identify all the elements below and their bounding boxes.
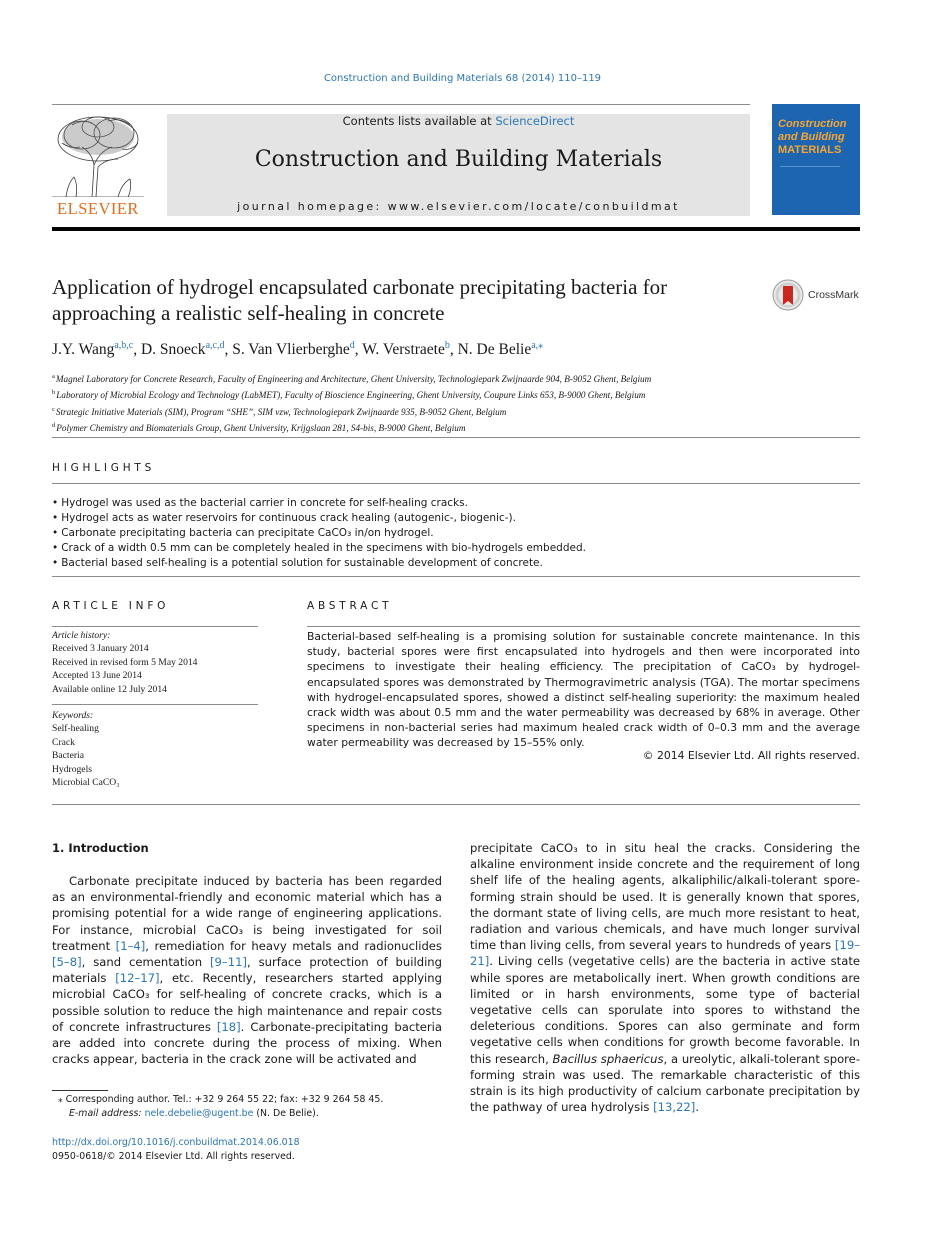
doi-block	[52, 1136, 300, 1164]
article-info-heading: ARTICLE INFO	[52, 600, 170, 612]
divider	[307, 626, 860, 627]
cover-title-line2: and Building	[778, 131, 845, 143]
keyword: Self-healing	[52, 723, 99, 735]
body-text: precipitate CaCO₃ to in situ heal the cracks. Considering the alkaline environment inside concrete and the requirement of long shelf life of the healing agents, alkaliphilic/alkali-tolerant spore-forming strain should be used. It is generally known that spores, the dormant state of living cells, are much more resistant to heat, radiation and various chemicals, and have much longer survival time than living cells, from several years to hundreds of years	[470, 841, 860, 953]
history-item: Received 3 January 2014	[52, 643, 149, 655]
header-rule	[52, 104, 750, 105]
cover-title-line3: MATERIALS	[778, 144, 842, 156]
article-title: Application of hydrogel encapsulated carbonate precipitating bacteria for approaching a realistic self-healing in concrete	[52, 275, 668, 325]
abstract-text: Bacterial-based self-healing is a promising solution for sustainable concrete maintenance. In this study, bacterial spores were first encapsulated into hydrogels and then were incorporated into specimens to investigate their healing efficiency. The precipitation of CaCO₃ by hydrogel-encapsulated spores was demonstrated by Thermogravimetric analysis (TGA). The mortar specimens with hydrogel-encapsulated spores, showed a distinct self-healing superiority: the maximum healed crack width was about 0.5 mm and the water permeability was decreased by 68% in average. Other specimens in non-bacterial series had maximum healed crack width of 0–0.3 mm and the average water permeability was decreased by 15–55% only.	[307, 630, 860, 750]
history-item: Accepted 13 June 2014	[52, 670, 142, 682]
citation-link[interactable]: [13,22]	[653, 1100, 696, 1115]
body-text: Carbonate precipitate induced by bacteria has been regarded as an environmental-friendly and economic material which has a promising potential for a wide range of engineering applications. For instance, microbial CaCO₃ is being investigated for soil treatment	[52, 874, 442, 953]
abstract-copyright: © 2014 Elsevier Ltd. All rights reserved.	[642, 749, 860, 762]
divider	[52, 576, 860, 577]
author: J.Y. Wang$^{a,b,c}$,	[52, 340, 141, 358]
highlights-list	[52, 496, 872, 571]
body-text: , sand cementation	[81, 955, 211, 970]
body-column-left	[52, 873, 442, 1067]
journal-homepage	[167, 200, 750, 213]
homepage-url[interactable]: www.elsevier.com/locate/conbuildmat	[387, 200, 680, 213]
citation-link[interactable]: [18]	[216, 1019, 241, 1034]
divider	[52, 483, 860, 484]
body-text: . Living cells (vegetative cells) are the bacteria in active state while spores are metabolically inert. When growth conditions are limited or in harsh environments, some type of bacterial vegetative cells can sporulate into spores to withstand the deleterious conditions. Spores can also germinate and form vegetative cells when conditions for growth become favorable. In this research,	[470, 954, 860, 1066]
divider	[52, 704, 258, 705]
history-item: Available online 12 July 2014	[52, 683, 167, 695]
affiliation-item: $^b$Laboratory of Microbial Ecology and Technology (LabMET), Faculty of Bioscience Engineering, Ghent University, Coupure Links 653, B-9000 Ghent, Belgium	[52, 389, 646, 401]
body-text: , remediation for heavy metals and radionuclides	[145, 938, 442, 953]
affiliations	[52, 370, 852, 436]
body-text: .	[695, 1100, 700, 1115]
author: S. Van Vlierberghe$^d$,	[232, 340, 363, 358]
abstract-heading: ABSTRACT	[307, 600, 393, 612]
article-info	[52, 629, 262, 789]
keyword: Bacteria	[52, 750, 84, 762]
author-list	[52, 340, 543, 359]
corresponding-author-note: ⁎ Corresponding author. Tel.: +32 9 264 55 22; fax: +32 9 264 58 45.	[58, 1094, 384, 1105]
citation-link[interactable]: [19–21]	[470, 938, 860, 969]
doi-link[interactable]: http://dx.doi.org/10.1016/j.conbuildmat.2014.06.018	[52, 1137, 300, 1148]
journal-cover-image	[772, 104, 860, 215]
highlight-item: • Carbonate precipitating bacteria can precipitate CaCO₃ in/on hydrogel.	[52, 526, 872, 541]
highlight-item: • Hydrogel was used as the bacterial carrier in concrete for self-healing cracks.	[52, 496, 872, 511]
header-thick-rule	[52, 227, 860, 231]
body-column-right	[470, 840, 860, 1115]
publisher-name: ELSEVIER	[57, 199, 139, 218]
keyword: Microbial CaCO₃	[52, 777, 120, 789]
highlights-heading: HIGHLIGHTS	[52, 462, 156, 474]
history-label: Article history:	[52, 630, 111, 641]
citation-link[interactable]: [9–11]	[210, 955, 247, 970]
keywords-label: Keywords:	[52, 710, 94, 722]
elsevier-tree-logo	[52, 113, 144, 197]
author: W. Verstraete$^b$,	[362, 340, 458, 358]
crossmark-badge[interactable]	[772, 279, 862, 311]
journal-citation[interactable]: Construction and Building Materials 68 (2014) 110–119	[323, 73, 602, 84]
footnote-rule	[52, 1090, 108, 1091]
journal-title: Construction and Building Materials	[254, 147, 663, 172]
cover-title-line1: Construction	[778, 118, 847, 130]
issn-line: 0950-0618/© 2014 Elsevier Ltd. All rights reserved.	[52, 1151, 295, 1162]
affiliation-item: $^a$Magnel Laboratory for Concrete Research, Faculty of Engineering and Architecture, Ghent University, Technologiepark Zwijnaarde 904, B-9052 Ghent, Belgium	[52, 373, 652, 384]
keyword: Crack	[52, 736, 75, 748]
citation-link[interactable]: [12–17]	[115, 971, 160, 986]
crossmark-label: CrossMark	[808, 289, 859, 301]
divider	[52, 437, 860, 438]
author: N. De Belie$^{a,⁎}$	[457, 340, 544, 358]
sciencedirect-link[interactable]: ScienceDirect	[495, 114, 575, 128]
email-note: E-mail address: nele.debelie@ugent.be (N. De Belie).	[69, 1108, 319, 1119]
species-name: Bacillus sphaericus	[552, 1051, 664, 1066]
highlight-item: • Bacterial based self-healing is a potential solution for sustainable development of concrete.	[52, 556, 872, 571]
keyword: Hydrogels	[52, 763, 92, 775]
contents-line	[167, 114, 750, 128]
divider	[52, 804, 860, 805]
email-link[interactable]: nele.debelie@ugent.be	[144, 1108, 254, 1119]
affiliation-item: $^d$Polymer Chemistry and Biomaterials Group, Ghent University, Krijgslaan 281, S4-bis, B-9000 Ghent, Belgium	[52, 422, 466, 434]
highlight-item: • Crack of a width 0.5 mm can be completely healed in the specimens with bio-hydrogels embedded.	[52, 541, 872, 556]
body-text: , a ureolytic, alkali-tolerant spore-forming strain was used. The remarkable characteristic of this strain is its high productivity of calcium carbonate precipitation by the pathway of urea hydrolysis	[470, 1051, 860, 1115]
affiliation-item: $^c$Strategic Initiative Materials (SIM), Program “SHE”, SIM vzw, Technologiepark Zwijnaarde 935, B-9052 Ghent, Belgium	[52, 405, 507, 417]
body-text: . Carbonate-precipitating bacteria are added into concrete during the process of mixing. When cracks appear, bacteria in the crack zone will be activated and	[52, 1019, 442, 1067]
highlight-item: • Hydrogel acts as water reservoirs for continuous crack healing (autogenic-, biogenic-).	[52, 511, 872, 526]
citation-link[interactable]: [1–4]	[115, 938, 146, 953]
divider	[52, 626, 258, 627]
homepage-prefix: journal homepage:	[237, 200, 388, 213]
body-text: , etc. Recently, researchers started applying microbial CaCO₃ for self-healing of concrete cracks, which is a possible solution to reduce the high maintenance and repair costs of concrete infrastructures	[52, 971, 442, 1034]
author: D. Snoeck$^{a,c,d}$,	[140, 340, 233, 358]
footnote	[52, 1093, 442, 1121]
citation-link[interactable]: [5–8]	[52, 955, 82, 970]
crossmark-icon	[772, 279, 804, 311]
history-item: Received in revised form 5 May 2014	[52, 656, 198, 668]
contents-prefix: Contents lists available at	[342, 114, 496, 128]
body-text: , surface protection of building materials	[52, 955, 442, 986]
section-heading: 1. Introduction	[52, 841, 149, 855]
